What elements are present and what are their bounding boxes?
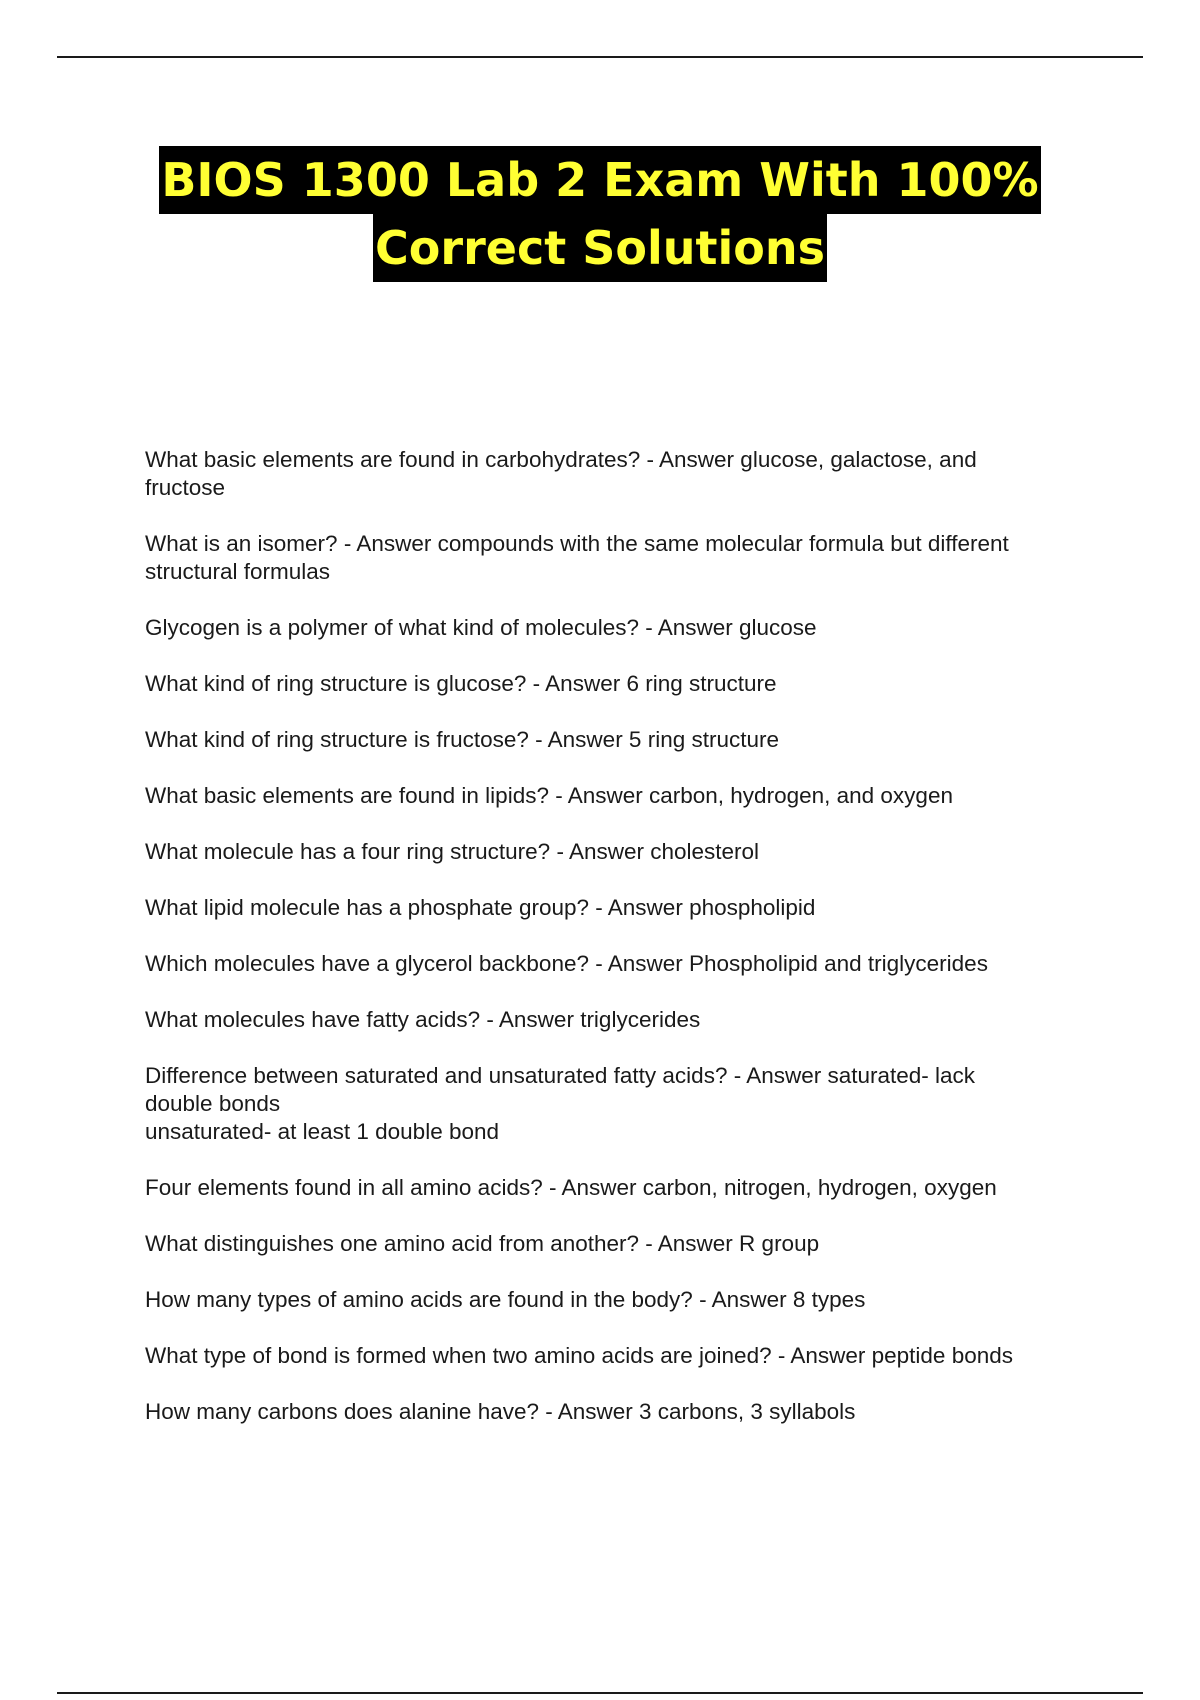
qa-item: What lipid molecule has a phosphate group? - Answer phospholipid [145,895,816,920]
qa-item: How many carbons does alanine have? - Answer 3 carbons, 3 syllabols [145,1399,856,1424]
qa-item: How many types of amino acids are found in the body? - Answer 8 types [145,1287,866,1312]
top-divider [57,56,1143,58]
qa-item: Glycogen is a polymer of what kind of molecules? - Answer glucose [145,615,817,640]
title-line-1: BIOS 1300 Lab 2 Exam With 100% [159,146,1040,214]
qa-item: Which molecules have a glycerol backbone? - Answer Phospholipid and triglycerides [145,951,988,976]
qa-item: What is an isomer? - Answer compounds with the same molecular formula but different structural formulas [145,531,1009,584]
qa-item: What basic elements are found in lipids? - Answer carbon, hydrogen, and oxygen [145,783,953,808]
qa-item: What kind of ring structure is fructose? - Answer 5 ring structure [145,727,779,752]
qa-item: What distinguishes one amino acid from another? - Answer R group [145,1231,820,1256]
qa-item: What molecules have fatty acids? - Answer triglycerides [145,1007,701,1032]
qa-item: What molecule has a four ring structure? - Answer cholesterol [145,839,760,864]
qa-item: What type of bond is formed when two amino acids are joined? - Answer peptide bonds [145,1343,1013,1368]
qa-item: What basic elements are found in carbohydrates? - Answer glucose, galactose, and fructose [145,447,977,500]
document-title [0,146,1200,282]
qa-item: Four elements found in all amino acids? - Answer carbon, nitrogen, hydrogen, oxygen [145,1175,997,1200]
bottom-divider [57,1692,1143,1694]
qa-item: Difference between saturated and unsaturated fatty acids? - Answer saturated- lack double bonds unsaturated- at least 1 double bond [145,1063,976,1144]
question-answer-list [145,446,1095,1454]
title-line-2: Correct Solutions [373,214,827,282]
qa-item: What kind of ring structure is glucose? - Answer 6 ring structure [145,671,777,696]
